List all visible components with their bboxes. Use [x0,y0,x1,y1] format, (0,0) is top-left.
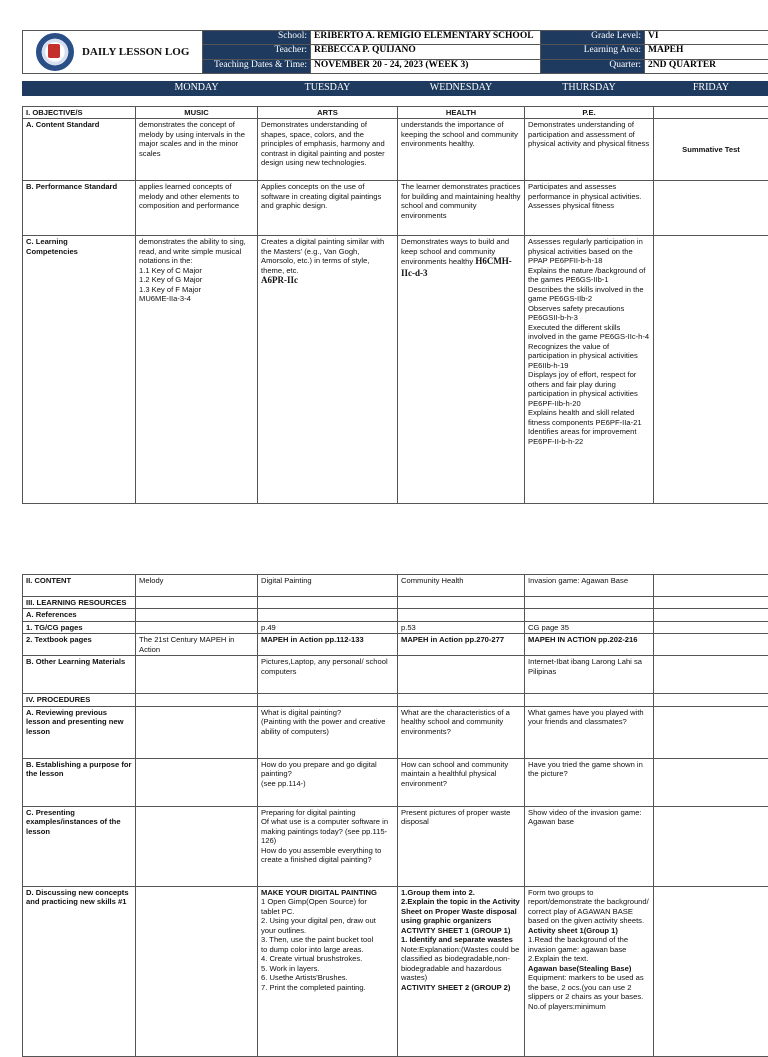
content-music: Melody [136,575,258,597]
friday-summative: Summative Test [654,119,768,181]
blank [525,694,654,706]
presenting-health: Present pictures of proper waste disposal [398,806,525,886]
discussing-pe-equipment: Equipment: markers to be used as the base, 2 ocs.(you can use 2 slippers or 2 chairs as your bases. No.of players:minimum [528,973,650,1011]
day-bar-blank [23,82,136,96]
competencies-arts-text: Creates a digital painting similar with the Masters' (e.g., Van Gogh, Amorsolo, etc.) in terms of style, theme, etc. [261,237,384,274]
content-friday-blank [654,575,768,597]
content-health: Community Health [398,575,525,597]
reviewing-pe: What games have you played with your friends and classmates? [525,706,654,758]
blank [654,597,768,609]
teacher-label: Teacher: [203,45,311,59]
presenting-label: C. Presenting examples/instances of the lesson [23,806,136,886]
discussing-health-note: Note:Explanation:(Wastes could be classified as biodegradable,non-biodegradable and hazardous wastes) [401,945,521,983]
blank [258,609,398,621]
discussing-health [398,886,525,1056]
col-pe: P.E. [525,107,654,119]
blank [258,597,398,609]
discussing-arts [258,886,398,1056]
col-arts: ARTS [258,107,398,119]
grade-value: VI [645,31,768,45]
content-standard-health: understands the importance of keeping the school and community environments healthy. [398,119,525,181]
blank [654,806,768,886]
resources-label: III. LEARNING RESOURCES [23,597,136,609]
competencies-pe: Assesses regularly participation in physical activities based on the PPAP PE6PFII-b-h-18 Explains the nature /background of the games PE6GS-IIb-1 Describes the skills involved in the game PE6GS-IIb-2 Observes safety precautions PE6GSII-b-h-3 Executed the different skills involved in the game PE6GS-IIc-h-4 Recognizes the value of participation in physical activities PE6IIb-h-19 Displays joy of effort, respect for others and fair play during participation in physical activities PE6PF-IIb-h-20 Explains health and skill related fitness components PE6PF-IIa-21 Identifies areas for improvement PE6PF-II-b-h-22 [525,236,654,504]
discussing-pe-sheet1: Activity sheet 1(Group 1) [528,926,618,935]
performance-standard-label: B. Performance Standard [23,181,136,236]
presenting-pe: Show video of the invasion game: Agawan base [525,806,654,886]
blank [398,694,525,706]
competencies-health-code: H6CMH-IIc-d-3 [401,256,512,277]
teacher-value: REBECCA P. QUIJANO [311,45,541,59]
reviewing-label: A. Reviewing previous lesson and presenting new lesson [23,706,136,758]
header-logo-cell [23,31,203,74]
content-standard-arts: Demonstrates understanding of shapes, space, colors, and the principles of emphasis, harmony and contrast in digital painting and poster design using new technologies. [258,119,398,181]
competencies-arts [258,236,398,504]
blank [654,656,768,694]
competencies-label: C. Learning Competencies [23,236,136,504]
content-standard-label: A. Content Standard [23,119,136,181]
performance-friday-blank [654,181,768,236]
tg-pe: CG page 35 [525,621,654,633]
header-table [22,30,768,74]
discussing-label: D. Discussing new concepts and practicing new skills #1 [23,886,136,1056]
quarter-value: 2ND QUARTER [645,59,768,73]
blank [654,634,768,656]
competencies-health [398,236,525,504]
col-friday-blank [654,107,768,119]
textbook-pe: MAPEH IN ACTION pp.202-216 [525,634,654,656]
content-arts: Digital Painting [258,575,398,597]
purpose-health: How can school and community maintain a healthful physical environment? [398,758,525,806]
purpose-music [136,758,258,806]
competencies-music: demonstrates the ability to sing, read, and write simple musical notations in the: 1.1 Key of C Major 1.2 Key of G Major 1.3 Key of F Major MU6ME-IIa-3-4 [136,236,258,504]
reviewing-health: What are the characteristics of a healthy school and community environments? [398,706,525,758]
performance-standard-health: The learner demonstrates practices for building and maintaining healthy school and community environments [398,181,525,236]
discussing-pe-game: Agawan base(Stealing Base) [528,964,650,973]
content-standard-music: demonstrates the concept of melody by using intervals in the major scales and in the minor scales [136,119,258,181]
purpose-label: B. Establishing a purpose for the lesson [23,758,136,806]
grade-label: Grade Level: [541,31,645,45]
purpose-pe: Have you tried the game shown in the picture? [525,758,654,806]
blank [525,597,654,609]
blank [136,694,258,706]
quarter-label: Quarter: [541,59,645,73]
other-arts: Pictures,Laptop, any personal/ school computers [258,656,398,694]
discussing-pe-steps: 1.Read the background of the invasion game: agawan base 2.Explain the text. [528,935,650,963]
performance-standard-music: applies learned concepts of melody and other elements to composition and performance [136,181,258,236]
content-pe: Invasion game: Agawan Base [525,575,654,597]
discussing-arts-title: MAKE YOUR DIGITAL PAINTING [261,888,394,897]
blank [654,706,768,758]
dates-label: Teaching Dates & Time: [203,59,311,73]
other-materials-label: B. Other Learning Materials [23,656,136,694]
blank [398,597,525,609]
col-music: MUSIC [136,107,258,119]
blank [654,886,768,1056]
competencies-arts-code: A6PR-IIc [261,275,298,285]
purpose-arts: How do you prepare and go digital painting? (see pp.114-) [258,758,398,806]
presenting-arts: Preparing for digital painting Of what use is a computer software in making paintings today? (see pp.115-126) How do you assemble everything to create a finished digital painting? [258,806,398,886]
blank [654,694,768,706]
doc-title: DAILY LESSON LOG [82,46,189,58]
deped-seal-icon [36,33,74,71]
textbook-music: The 21st Century MAPEH in Action [136,634,258,656]
references-label: A. References [23,609,136,621]
performance-standard-pe: Participates and assesses performance in physical activities. Assesses physical fitness [525,181,654,236]
competencies-health-text: Demonstrates ways to build and keep school and community environments healthy [401,237,509,266]
discussing-arts-steps: 1 Open Gimp(Open Source) for tablet PC. 2. Using your digital pen, draw out your outlines. 3. Then, use the paint bucket tool to dump color into large areas. 4. Create virtual brushstrokes. 5. Work in layers. 6. Usethe Artists'Brushes. 7. Print the completed painting. [261,897,394,992]
content-standard-pe: Demonstrates understanding of participation and assessment of physical activity and physical fitness [525,119,654,181]
textbook-arts: MAPEH in Action pp.112-133 [258,634,398,656]
reviewing-arts: What is digital painting? (Painting with the power and creative ability of computers) [258,706,398,758]
day-tuesday: TUESDAY [258,82,398,96]
tg-health: p.53 [398,621,525,633]
other-music [136,656,258,694]
discussing-pe [525,886,654,1056]
day-bar [22,81,768,96]
textbook-label: 2. Textbook pages [23,634,136,656]
procedures-table [22,574,768,1057]
blank [654,609,768,621]
objectives-heading: I. OBJECTIVE/S [23,107,136,119]
col-health: HEALTH [398,107,525,119]
day-friday: FRIDAY [654,82,768,96]
discussing-pe-intro: Form two groups to report/demonstrate the background/ correct play of AGAWAN BASE based on the given activity sheets. [528,888,649,925]
blank [654,758,768,806]
performance-standard-arts: Applies concepts on the use of software in creating digital paintings and graphic design. [258,181,398,236]
other-health [398,656,525,694]
blank [654,621,768,633]
day-monday: MONDAY [136,82,258,96]
blank [398,609,525,621]
day-wednesday: WEDNESDAY [398,82,525,96]
content-label: II. CONTENT [23,575,136,597]
tg-arts: p.49 [258,621,398,633]
discussing-health-steps: 1.Group them into 2. 2.Explain the topic in the Activity Sheet on Proper Waste disposal using graphic organizers ACTIVITY SHEET 1 (GROUP 1) 1. Identify and separate wastes [401,888,521,945]
procedures-label: IV. PROCEDURES [23,694,136,706]
area-label: Learning Area: [541,45,645,59]
textbook-health: MAPEH in Action pp.270-277 [398,634,525,656]
competencies-friday-blank [654,236,768,504]
presenting-music [136,806,258,886]
day-thursday: THURSDAY [525,82,654,96]
objectives-table [22,106,768,504]
school-value: ERIBERTO A. REMIGIO ELEMENTARY SCHOOL [311,31,541,45]
blank [136,609,258,621]
discussing-music [136,886,258,1056]
tg-label: 1. TG/CG pages [23,621,136,633]
discussing-health-sheet2: ACTIVITY SHEET 2 (GROUP 2) [401,983,521,992]
area-value: MAPEH [645,45,768,59]
other-pe: Internet-Ibat ibang Larong Lahi sa Pilipinas [525,656,654,694]
blank [136,597,258,609]
dates-value: NOVEMBER 20 - 24, 2023 (WEEK 3) [311,59,541,73]
blank [525,609,654,621]
tg-music [136,621,258,633]
reviewing-music [136,706,258,758]
school-label: School: [203,31,311,45]
blank [258,694,398,706]
